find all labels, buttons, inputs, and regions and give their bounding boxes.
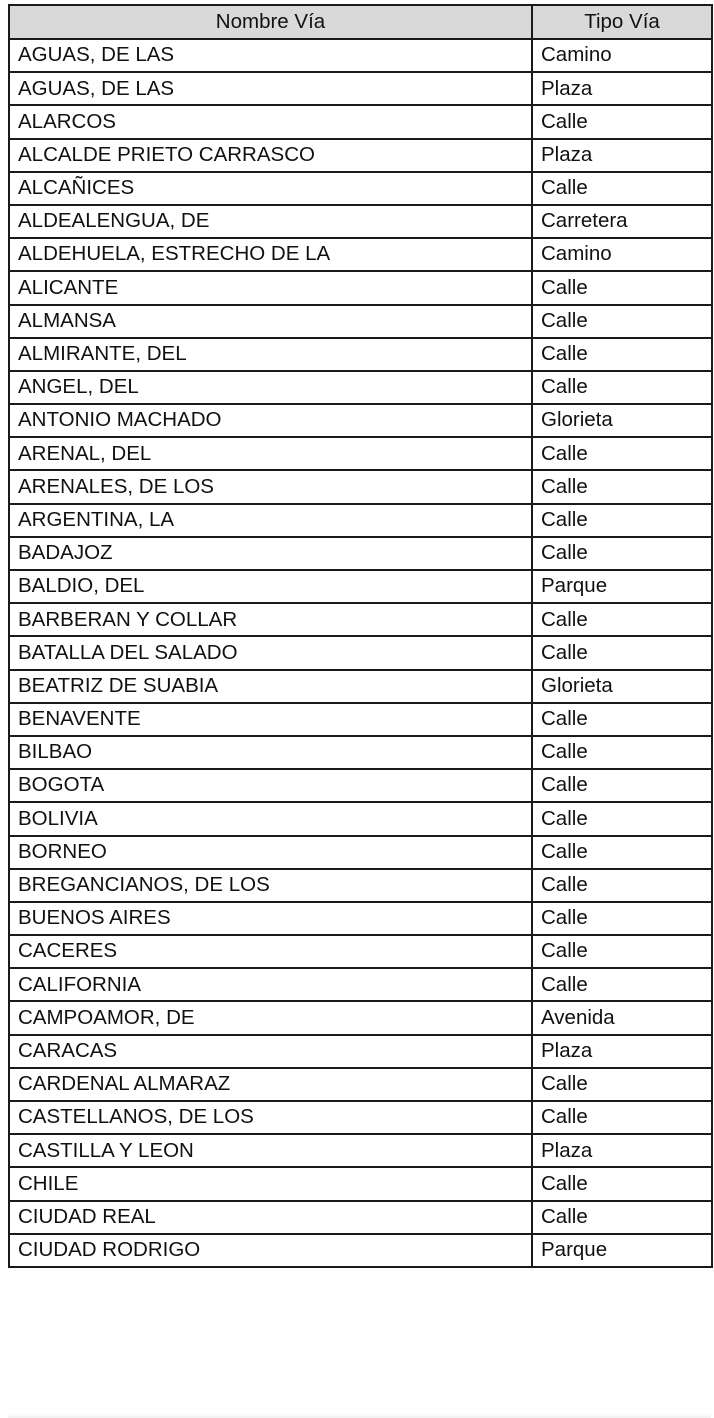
street-type-cell: Calle: [532, 603, 712, 636]
column-header-name: Nombre Vía: [9, 5, 532, 39]
street-name-cell: AGUAS, DE LAS: [9, 39, 532, 72]
street-name-cell: BATALLA DEL SALADO: [9, 636, 532, 669]
table-header: [9, 5, 712, 39]
table-row: [9, 1201, 712, 1234]
table-row: [9, 437, 712, 470]
street-name-cell: BILBAO: [9, 736, 532, 769]
table-row: [9, 1101, 712, 1134]
table-row: [9, 769, 712, 802]
street-name-cell: ALDEALENGUA, DE: [9, 205, 532, 238]
street-name-cell: CASTELLANOS, DE LOS: [9, 1101, 532, 1134]
street-name-cell: AGUAS, DE LAS: [9, 72, 532, 105]
street-type-cell: Calle: [532, 537, 712, 570]
street-type-cell: Calle: [532, 935, 712, 968]
table-row: [9, 636, 712, 669]
street-type-cell: Plaza: [532, 139, 712, 172]
street-name-cell: ALDEHUELA, ESTRECHO DE LA: [9, 238, 532, 271]
street-type-cell: Calle: [532, 470, 712, 503]
table-row: [9, 338, 712, 371]
street-type-cell: Parque: [532, 570, 712, 603]
street-type-cell: Glorieta: [532, 404, 712, 437]
table-row: [9, 537, 712, 570]
table-row: [9, 139, 712, 172]
street-type-cell: Calle: [532, 105, 712, 138]
table-row: [9, 670, 712, 703]
table-row: [9, 869, 712, 902]
street-name-cell: ALCALDE PRIETO CARRASCO: [9, 139, 532, 172]
street-name-cell: BUENOS AIRES: [9, 902, 532, 935]
street-name-cell: ARENALES, DE LOS: [9, 470, 532, 503]
table-row: [9, 39, 712, 72]
street-type-cell: Parque: [532, 1234, 712, 1267]
street-name-cell: CIUDAD REAL: [9, 1201, 532, 1234]
street-type-cell: Carretera: [532, 205, 712, 238]
table-row: [9, 1001, 712, 1034]
table-row: [9, 603, 712, 636]
street-name-cell: CAMPOAMOR, DE: [9, 1001, 532, 1034]
street-type-cell: Calle: [532, 769, 712, 802]
table-row: [9, 736, 712, 769]
street-name-cell: ARGENTINA, LA: [9, 504, 532, 537]
street-type-cell: Calle: [532, 172, 712, 205]
street-name-cell: CIUDAD RODRIGO: [9, 1234, 532, 1267]
header-row: [9, 5, 712, 39]
street-type-cell: Calle: [532, 371, 712, 404]
street-name-cell: CACERES: [9, 935, 532, 968]
street-type-cell: Calle: [532, 271, 712, 304]
street-type-cell: Calle: [532, 1068, 712, 1101]
street-type-cell: Glorieta: [532, 670, 712, 703]
table-row: [9, 902, 712, 935]
street-type-cell: Calle: [532, 1201, 712, 1234]
street-type-cell: Calle: [532, 504, 712, 537]
street-name-cell: ANGEL, DEL: [9, 371, 532, 404]
street-type-cell: Calle: [532, 736, 712, 769]
street-type-cell: Calle: [532, 636, 712, 669]
page-bottom-edge: [8, 1413, 711, 1418]
street-type-cell: Calle: [532, 869, 712, 902]
table-row: [9, 470, 712, 503]
street-type-cell: Plaza: [532, 1134, 712, 1167]
street-name-cell: ALCAÑICES: [9, 172, 532, 205]
street-type-cell: Calle: [532, 802, 712, 835]
table-row: [9, 172, 712, 205]
street-type-cell: Avenida: [532, 1001, 712, 1034]
table-row: [9, 1167, 712, 1200]
table-row: [9, 1068, 712, 1101]
street-name-cell: CHILE: [9, 1167, 532, 1200]
table-row: [9, 802, 712, 835]
street-type-cell: Calle: [532, 305, 712, 338]
street-name-cell: BEATRIZ DE SUABIA: [9, 670, 532, 703]
table-row: [9, 504, 712, 537]
street-type-cell: Calle: [532, 703, 712, 736]
table-row: [9, 371, 712, 404]
table-row: [9, 105, 712, 138]
street-type-cell: Calle: [532, 968, 712, 1001]
table-row: [9, 968, 712, 1001]
street-name-cell: BREGANCIANOS, DE LOS: [9, 869, 532, 902]
table-row: [9, 570, 712, 603]
street-type-cell: Plaza: [532, 1035, 712, 1068]
table-row: [9, 1134, 712, 1167]
street-name-cell: CASTILLA Y LEON: [9, 1134, 532, 1167]
street-type-cell: Calle: [532, 1101, 712, 1134]
table-row: [9, 703, 712, 736]
street-type-cell: Camino: [532, 39, 712, 72]
street-type-cell: Camino: [532, 238, 712, 271]
street-list-sheet: [8, 4, 711, 1268]
table-row: [9, 305, 712, 338]
street-name-cell: BADAJOZ: [9, 537, 532, 570]
street-name-cell: BARBERAN Y COLLAR: [9, 603, 532, 636]
table-row: [9, 238, 712, 271]
table-row: [9, 836, 712, 869]
table-body: [9, 39, 712, 1267]
street-type-cell: Plaza: [532, 72, 712, 105]
table-row: [9, 72, 712, 105]
street-type-cell: Calle: [532, 1167, 712, 1200]
street-type-cell: Calle: [532, 836, 712, 869]
street-type-cell: Calle: [532, 902, 712, 935]
street-type-cell: Calle: [532, 437, 712, 470]
street-name-cell: ARENAL, DEL: [9, 437, 532, 470]
street-table: [8, 4, 713, 1268]
street-type-cell: Calle: [532, 338, 712, 371]
street-name-cell: ALARCOS: [9, 105, 532, 138]
column-header-type: Tipo Vía: [532, 5, 712, 39]
street-name-cell: ALMIRANTE, DEL: [9, 338, 532, 371]
table-row: [9, 404, 712, 437]
street-name-cell: ANTONIO MACHADO: [9, 404, 532, 437]
street-name-cell: BALDIO, DEL: [9, 570, 532, 603]
street-name-cell: CARACAS: [9, 1035, 532, 1068]
street-name-cell: BOLIVIA: [9, 802, 532, 835]
street-name-cell: BENAVENTE: [9, 703, 532, 736]
street-name-cell: ALMANSA: [9, 305, 532, 338]
table-row: [9, 1234, 712, 1267]
table-row: [9, 205, 712, 238]
street-name-cell: CALIFORNIA: [9, 968, 532, 1001]
street-name-cell: CARDENAL ALMARAZ: [9, 1068, 532, 1101]
table-row: [9, 1035, 712, 1068]
street-name-cell: ALICANTE: [9, 271, 532, 304]
street-name-cell: BOGOTA: [9, 769, 532, 802]
table-row: [9, 271, 712, 304]
street-name-cell: BORNEO: [9, 836, 532, 869]
table-row: [9, 935, 712, 968]
